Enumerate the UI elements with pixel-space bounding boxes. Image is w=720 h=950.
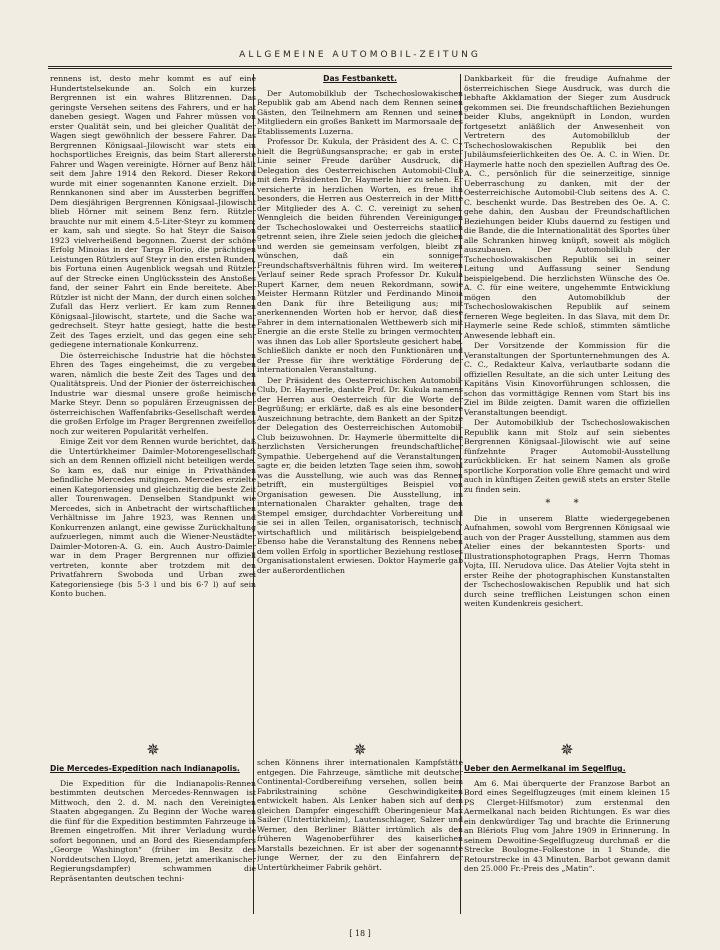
article-heading-mercedes: Die Mercedes-Expedition nach Indianapolis. xyxy=(50,764,240,773)
paragraph: Der Automobilklub der Tschechoslowakischen Republik gab am Abend nach dem Rennen seinen Gästen, den Teilnehmern am Rennen und seinen Mitgliedern ein großes Bankett im Marmorsaale des Etablissements Luzerna. xyxy=(257,88,463,136)
paragraph: rennens ist, desto mehr kommt es auf eine Hundertstelsekunde an. Solch ein kurzes Bergrennen ist ein wahres Blitzrennen. Das geringste Versehen seitens des Fahrers, und er hat daneben gesiegt. Wagen und Fahrer müssen von erster Qualität sein, und bei gleicher Qualität der Wagen siegt gewöhnlich der bessere Fahrer. Das Bergrennen Königsaal–Jilowischt war stets ein hochsportliches Ereignis, das beim Start allererste Fahrer und Wagen vereinigte. Hörner auf Benz hält seit dem Jahre 1914 den Rekord. Dieser Rekord wurde mit einer sogenannten Kanone erzielt. Die Rennkanonen sind aber im Aussterben begriffen. Dem diesjährigen Bergrennen Königsaal–Jilowischt blieb Hörner mit seinem Benz fern. Rützler brauchte nur mit einem 4.5-Liter-Steyr zu kommen; er kam, sah und siegte. So hat Steyr die Saison 1923 vielverheißend begonnen. Zuerst der schöne Erfolg Minoias in der Targa Florio, die prächtigen Leistungen Rützlers auf Steyr in den ersten Runden, bis Fortuna einen Augenblick wegsah und Rützler auf der Strecke einen Unglücksstein des Anstoßes fand, der seiner Fahrt ein Ende bereitete. Aber Rützler ist nicht der Mann, der durch einen solchen Zufall das Herz verliert. Er kam zum Rennen Königsaal–Jilowischt, startete, und die Sache war gedrechselt. Steyr hatte gesiegt, hatte die beste Zeit des Tages erzielt, und das gegen eine sehr gediegene internationale Konkurrenz. xyxy=(50,74,256,349)
article-heading-festbankett: Das Festbankett. xyxy=(323,74,397,83)
paragraph: Professor Dr. Kukula, der Präsident des A. C. C., hielt die Begrüßungsansprache; er gab in erster Linie seiner Freude darüber Ausdruck, die Delegation des Oesterreichischen Automobil-Club mit dem Präsidenten Dr. Haymerle hier zu sehen. Er versicherte in herzlichen Worten, es freue ihn besonders, die Herren aus Oesterreich in der Mitte der Mitglieder des A. C. C. vereinigt zu sehen. Wenngleich die beiden führenden Vereinigungen der Tschechoslowakei und Oesterreichs staatlich getrennt seien, ihre Ziele seien jedoch die gleichen und werden sie gemeinsam verfolgen, bleibt zu wünschen, daß ein sonniges Freundschaftsverhältnis führen wird. Im weiteren Verlauf seiner Rede sprach Professor Dr. Kukula Rupert Karner, dem neuen Rekordmann, sowie Meister Hermann Rützler und Ferdinando Minoia den Dank für ihre Beteiligung aus; mit anerkennenden Worten hob er hervor, daß diese Fahrer in dem internationalen Wettbewerb sich mit Energie an die erste Stelle zu bringen vermochten, was ihnen das Lob aller Sportsleute gesichert habe. Schließlich dankte er noch den Funktionären und der Presse für ihre werktätige Förderung der internationalen Veranstaltung. xyxy=(257,137,463,374)
paragraph: Die österreichische Industrie hat die höchsten Ehren des Tages eingeheimst, die zu vergeben waren, nämlich die beste Zeit des Tages und den Qualitätspreis. Und der Pionier der österreichischen Industrie war diesmal unsere große heimische Marke Steyr. Denn so populären Erzeugnissen der österreichischen Waffenfabriks-Gesellschaft werden die großen Erfolge im Prager Bergrennen zweifellos noch zur weiteren Popularität verhelfen. xyxy=(50,350,256,436)
paragraph: Dankbarkeit für die freudige Aufnahme der österreichischen Siege Ausdruck, was durch die lebhafte Akklamation der Sieger zum Ausdruck gekommen sei. Die freundschaftlichen Beziehungen beider Klubs, angeknüpft in London, wurden fortgesetzt anläßlich der Anwesenheit von Vertretern des Automobilklub der Tschechoslowakischen Republik bei den Jubiläumsfeierlichkeiten des Oe. A. C. in Wien. Dr. Haymerle hatte noch den speziellen Auftrag des Oe. A. C., persönlich für die seinerzeitige, sinnige Ueberraschung zu danken, mit der der Oesterreichische Automobil-Club seitens des A. C. C. beschenkt wurde. Das Bestreben des Oe. A. C. gehe dahin, den Ausbau der Freundschaftlichen Beziehungen beider Klubs dauernd zu festigen und die Bande, die die Internationalität des Sportes über alle Schranken hinweg knüpft, soweit als möglich auszubauen. Der Automobilklub der Tschechoslowakischen Republik sei in seiner Leitung und Auffassung seiner Sendung beispielgebend. Die herzlichsten Wünsche des Oe. A. C. für eine weitere, ungehemmte Entwicklung mögen den Automobilklub der Tschechoslowakischen Republik auf seinem ferneren Wege begleiten. In das Slava, mit dem Dr. Haymerle seine Rede schloß, stimmten sämtliche Anwesende lebhaft ein. xyxy=(464,74,670,340)
header-rule xyxy=(48,66,672,67)
paragraph: Einige Zeit vor dem Rennen wurde berichtet, daß die Untertürkheimer Daimler-Motorengesellschaft sich an dem Rennen offiziell nicht beteiligen werde. So kam es, daß nur einige in Privathänden befindliche Mercedes mitgingen. Mercedes erzielte einen Kategoriensieg und gleichzeitig die beste Zeit aller Tourenwagen. Denselben Standpunkt wie Mercedes, sich in Anbetracht der wirtschaftlichen Verhältnisse im Jahre 1923, was Rennen und Konkurrenzen anlangt, eine gewisse Zurückhaltung aufzuerlegen, nimmt auch die Wiener-Neustädter Daimler-Motoren-A. G. ein. Auch Austro-Daimler war in dem Prager Bergrennen nur offiziell vertreten, konnte aber trotzdem mit den Privatfahrern Swoboda und Urban zwei Kategoriensiege (bis 5·3 l und bis 6·7 l) auf sein Konto buchen. xyxy=(50,437,256,598)
column-2-top xyxy=(257,74,463,737)
paragraph: Der Vorsitzende der Kommission für die Veranstaltungen der Sportunternehmungen des A. C. C., Redakteur Kalva, verlautbarte sodann die offiziellen Resultate, an die sich unter Leitung des Kapitäns Visin Kinovorführungen schlossen, die schon das vormittägige Rennen vom Start bis ins Ziel im Bilde zeigten. Damit waren die offiziellen Veranstaltungen beendigt. xyxy=(464,341,670,417)
paragraph: Der Präsident des Oesterreichischen Automobil-Club, Dr. Haymerle, dankte Prof. Dr. Kukula namens der Herren aus Oesterreich für die Worte der Begrüßung; er erklärte, daß es als eine besondere Auszeichnung betrachte, dem Bankett an der Spitze der Delegation des Oesterreichischen Automobil-Club beizuwohnen. Dr. Haymerle übermittelte die herzlichsten Versicherungen freundschaftlicher Sympathie. Uebergehend auf die Veranstaltungen, sagte er, die beiden letzten Tage seien ihm, sowohl was die Ausstellung, wie auch was das Rennen betrifft, ein mustergültiges Beispiel von Organisation gewesen. Die Ausstellung, im internationalen Charakter gehalten, trage den Stempel emsiger, durchdachter Vorbereitung und sie sei in allen Teilen, organisatorisch, technisch, wirtschaftlich und militärisch beispielgebend. Ebenso habe die Veranstaltung des Rennens neben dem vollen Erfolg in sportlicher Beziehung restloses Organisationstalent erwiesen. Doktor Haymerle gab der außerordentlichen xyxy=(257,375,463,575)
column-1-top xyxy=(50,74,256,737)
header-rule-thin xyxy=(48,68,672,69)
paragraph: schen Könnens ihrer internationalen Kampfstätte entgegen. Die Fahrzeuge, sämtliche mit deutscher Continental-Cordbereifung versehen, sollen beim Fabrikstraining schöne Geschwindigkeiten entwickelt haben. Als Lenker haben sich auf dem gleichen Dampfer eingeschifft Oberingenieur Max Sailer (Untertürkheim), Lautenschlager, Salzer und Werner, den Berliner Blätter irrtümlich als den früheren Wagenoberführer des kaiserlichen Marstalls bezeichnen. Er ist aber der sogenannte junge Werner, der zu den Einfahrern der Untertürkheimer Fabrik gehört. xyxy=(257,758,463,872)
page-number: [ 18 ] xyxy=(349,929,371,938)
article-heading-aermelkanal: Ueber den Aermelkanal im Segelflug. xyxy=(464,764,626,773)
column-2-bottom xyxy=(257,758,463,908)
star-ornament-icon: ✵ xyxy=(353,740,367,759)
paragraph: Der Automobilklub der Tschechoslowakischen Republik kann mit Stolz auf sein siebentes Bergrennen Königsaal–Jilowischt wie auf seine fünfzehnte Prager Automobil-Ausstellung zurückblicken. Er hat seinem Namen als große sportliche Korporation volle Ehre gemacht und wird auch in künftigen Zeiten gewiß stets an erster Stelle zu finden sein. xyxy=(464,418,670,494)
paragraph: Die in unserem Blatte wiedergegebenen Aufnahmen, sowohl vom Bergrennen Königsaal wie auch von der Prager Ausstellung, stammen aus dem Atelier eines der bekanntesten Sports- und Illustrationsphotographen Prags, Herrn Thomas Vojta, III. Nerudova ulice. Das Atelier Vojta steht in erster Reihe der photographischen Kunstanstalten der Tschechoslowakischen Republik und hat sich durch seine trefflichen Leistungen schon einen weiten Kundenkreis gesichert. xyxy=(464,513,670,608)
paragraph: Am 6. Mai überquerte der Franzose Barbot an Bord eines Segelflugzeuges (mit einem kleinen 15 PS Clerget-Hilfsmotor) zum erstenmal den Aermelkanal nach beiden Richtungen. Es war dies ein denkwürdiger Tag und brachte die Erinnerung an Blériots Flug vom Jahre 1909 in Erinnerung. In seinem Dewoitine-Segelflugzeug durchmaß er die Strecke Boulogne–Folkestone in 1 Stunde, die Retourstrecke in 43 Minuten. Barbot gewann damit den 25.000 Fr.-Preis des „Matin“. xyxy=(464,778,670,873)
section-break-asterisks: * * xyxy=(545,498,589,509)
star-ornament-icon: ✵ xyxy=(560,740,574,759)
star-ornament-icon: ✵ xyxy=(146,740,160,759)
column-3-bottom xyxy=(464,764,670,914)
column-3-top xyxy=(464,74,670,737)
column-1-bottom xyxy=(50,764,256,914)
running-head: ALLGEMEINE AUTOMOBIL-ZEITUNG xyxy=(239,50,481,60)
paragraph: Die Expedition für die Indianapolis-Rennen bestimmten deutschen Mercedes-Rennwagen ist Mittwoch, den 2. d. M. nach den Vereinigten Staaten abgegangen. Zu Beginn der Woche waren die fünf für die Expedition bestimmten Fahrzeuge in Bremen eingetroffen. Mit ihrer Verladung wurde sofort begonnen, und an Bord des Riesendampfers „George Washington“ (früher im Besitz des Norddeutschen Lloyd, Bremen, jetzt amerikanischer Regierungsdampfer) schwammen die Repräsentanten deutschen techni- xyxy=(50,778,256,883)
